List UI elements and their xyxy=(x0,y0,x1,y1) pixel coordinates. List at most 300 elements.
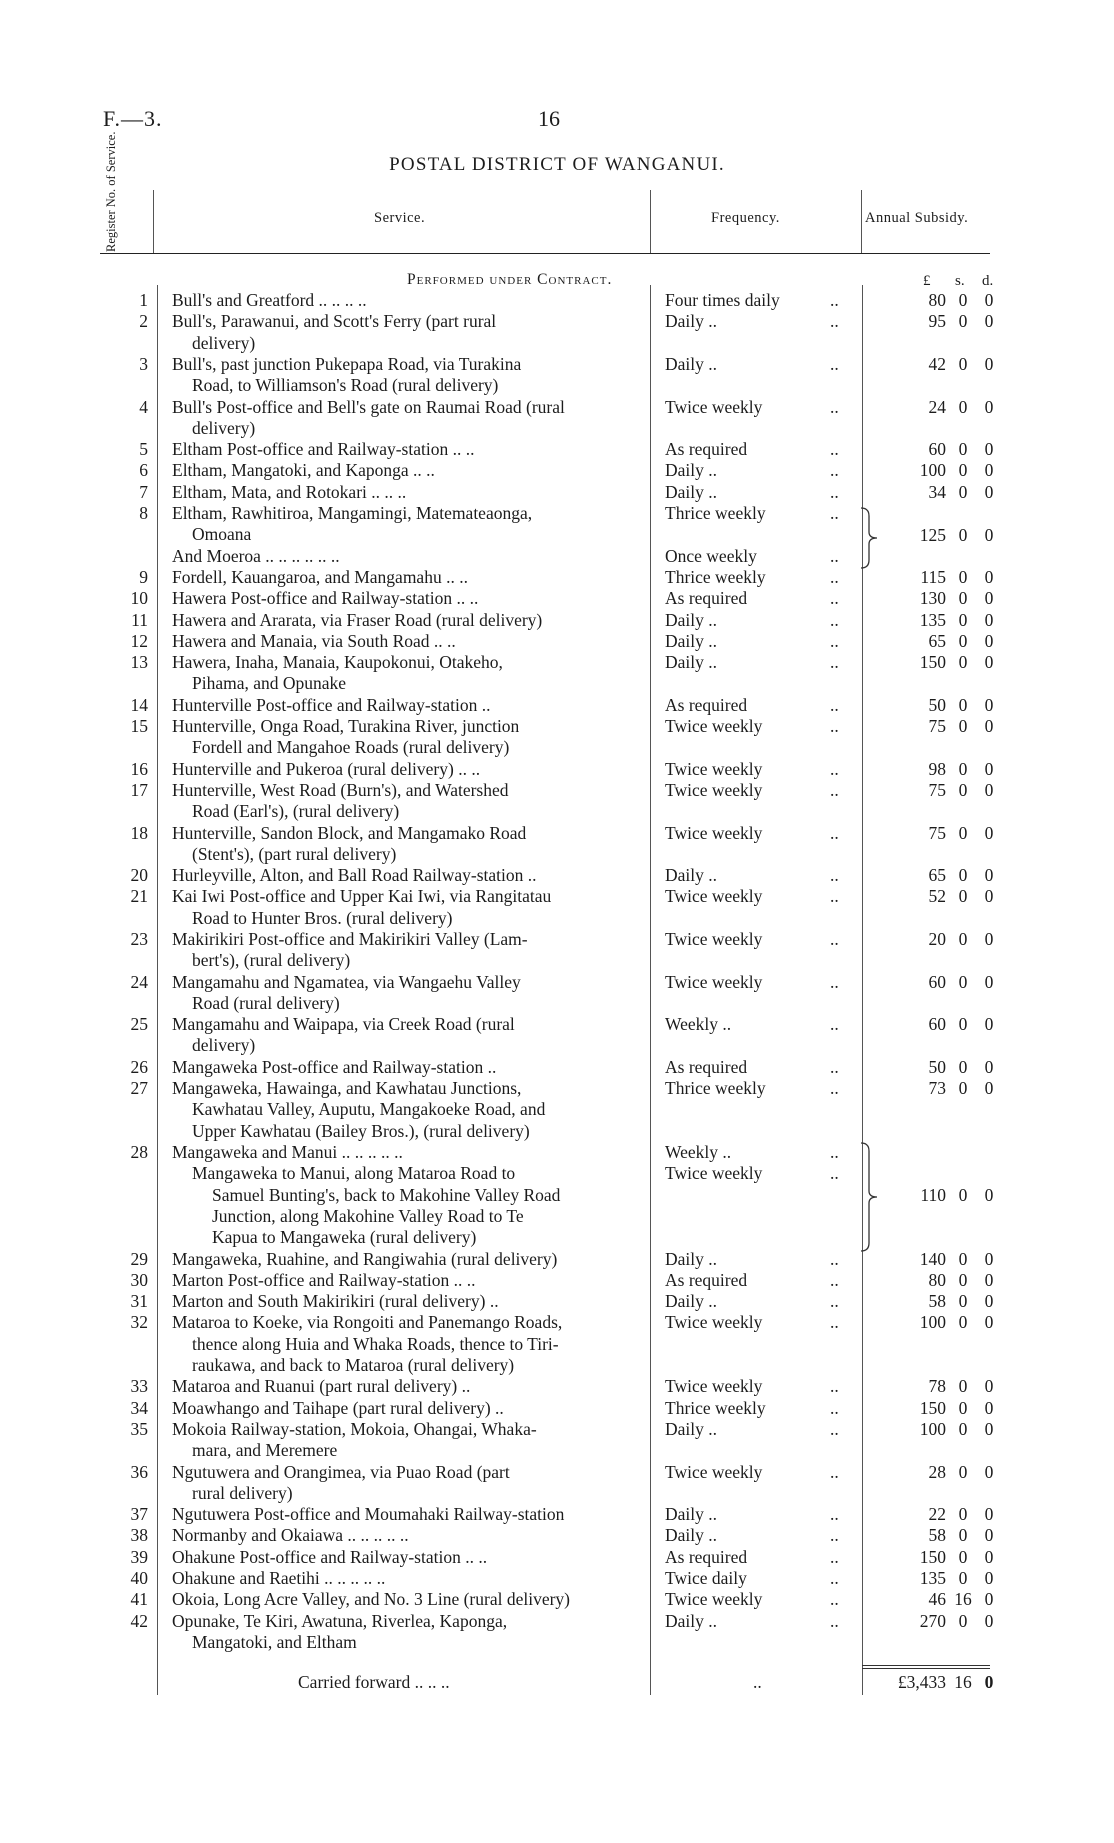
leader-dots: .. xyxy=(830,1291,839,1312)
amount-pounds: 100 xyxy=(919,1312,946,1333)
section-heading: Performed under Contract. xyxy=(407,271,613,288)
leader-dots: .. xyxy=(830,1142,839,1162)
frequency: Daily .. xyxy=(665,865,718,886)
column-divider xyxy=(153,190,154,254)
service-line: Hurleyville, Alton, and Ball Road Railway-station .. xyxy=(172,865,537,886)
amount-pence: 0 xyxy=(984,1397,994,1418)
leader-dots: .. xyxy=(830,1418,839,1439)
service-line: Mangaweka, Ruahine, and Rangiwahia (rural delivery) xyxy=(172,1248,558,1269)
amount-shillings: 0 xyxy=(958,311,968,332)
leader-dots: .. xyxy=(830,1546,839,1567)
frequency: Twice weekly xyxy=(665,779,763,800)
leader-dots: .. xyxy=(830,630,839,651)
amount-pence: 0 xyxy=(984,1610,994,1631)
amount-pounds: 100 xyxy=(919,1418,946,1439)
service-description xyxy=(172,354,642,397)
frequency: Twice daily xyxy=(665,1568,747,1588)
amount-shillings: 0 xyxy=(958,460,968,481)
amount-shillings: 0 xyxy=(958,439,968,460)
amount-shillings: 0 xyxy=(958,1078,968,1099)
service-description xyxy=(172,1504,642,1525)
service-line: Bull's and Greatford .. .. .. .. xyxy=(172,290,367,310)
service-line: Bull's, past junction Pukepapa Road, via Turakina xyxy=(172,353,522,374)
amount-pounds: 130 xyxy=(919,588,946,609)
amount-pounds: 75 xyxy=(928,716,946,736)
leader-dots: .. xyxy=(830,1525,839,1546)
service-line: Hunterville and Pukeroa (rural delivery) .. .. xyxy=(172,758,481,779)
service-line: Fordell, Kauangaroa, and Mangamahu .. .. xyxy=(172,566,468,587)
service-line: Mangamahu and Waipapa, via Creek Road (rural xyxy=(172,1014,515,1035)
service-description xyxy=(172,1078,642,1142)
amount-pence: 0 xyxy=(984,460,994,481)
service-description xyxy=(172,1547,642,1568)
register-number: 9 xyxy=(139,566,148,587)
service-description xyxy=(172,460,642,481)
amount-pounds: 60 xyxy=(928,971,946,992)
bracket-8 xyxy=(859,506,879,575)
frequency: Daily .. xyxy=(665,652,718,673)
amount-pounds: 135 xyxy=(919,1568,946,1588)
frequency: Twice weekly xyxy=(665,1589,763,1610)
amount-pounds: 60 xyxy=(928,1014,946,1035)
amount-pence: 0 xyxy=(984,439,994,460)
leader-dots: .. xyxy=(830,971,839,992)
service-description xyxy=(172,631,642,652)
amount-pence: 0 xyxy=(984,481,994,502)
service-line: Hunterville, West Road (Burn's), and Watershed xyxy=(172,779,509,800)
register-number: 17 xyxy=(130,779,148,800)
leader-dots: .. xyxy=(830,1610,839,1631)
service-line-continued: Junction, along Makohine Valley Road to Te xyxy=(212,1205,524,1226)
frequency: Twice weekly xyxy=(665,716,763,736)
amount-pounds: 95 xyxy=(928,311,946,332)
register-number: 35 xyxy=(130,1418,148,1439)
amount-pounds: 58 xyxy=(928,1291,946,1312)
amount-pence: 0 xyxy=(984,1014,994,1035)
amount-pounds: 34 xyxy=(928,481,946,502)
leader-dots: .. xyxy=(830,1589,839,1610)
amount-pence: 0 xyxy=(984,1312,994,1333)
service-line-continued: Fordell and Mangahoe Roads (rural delivery) xyxy=(192,737,510,758)
amount-shillings: 0 xyxy=(958,1546,968,1567)
frequency: As required xyxy=(665,439,748,460)
amount-pence: 0 xyxy=(984,822,994,843)
service-description xyxy=(172,865,642,886)
amount-shillings: 0 xyxy=(958,353,968,374)
register-number: 3 xyxy=(139,353,148,374)
frequency: As required xyxy=(665,1546,748,1567)
register-number: 39 xyxy=(130,1546,148,1567)
frequency: Weekly .. xyxy=(665,1142,732,1162)
service-description xyxy=(172,929,642,972)
amount-shillings: 0 xyxy=(958,525,968,545)
amount-pence: 0 xyxy=(984,588,994,609)
leader-dots: .. xyxy=(830,1504,839,1525)
frequency: Daily .. xyxy=(665,1418,718,1439)
frequency: Daily .. xyxy=(665,481,718,502)
leader-dots: .. xyxy=(830,1163,839,1184)
service-description xyxy=(172,1398,642,1419)
frequency: Daily .. xyxy=(665,1525,718,1546)
leader-dots: .. xyxy=(830,503,839,523)
frequency: Twice weekly xyxy=(665,971,763,992)
frequency: As required xyxy=(665,588,748,609)
amount-shillings: 0 xyxy=(958,1376,968,1397)
service-line-continued: Road, to Williamson's Road (rural delivery) xyxy=(192,375,499,396)
frequency: Daily .. xyxy=(665,630,718,651)
service-line: Moawhango and Taihape (part rural delivery) .. xyxy=(172,1397,504,1418)
leader-dots: .. xyxy=(830,396,839,417)
leader-dots: .. xyxy=(830,290,839,310)
amount-shillings: 0 xyxy=(958,1461,968,1482)
leader-dots: .. xyxy=(830,779,839,800)
amount-shillings: 0 xyxy=(958,1014,968,1035)
service-line-continued: Road (rural delivery) xyxy=(192,992,340,1013)
frequency: Daily .. xyxy=(665,1291,718,1312)
document-reference: F.—3. xyxy=(103,106,163,131)
leader-dots: .. xyxy=(830,460,839,481)
amount-shillings: 0 xyxy=(958,396,968,417)
carried-forward-amount: £3,433 xyxy=(897,1672,946,1692)
frequency: Daily .. xyxy=(665,1248,718,1269)
column-divider xyxy=(861,190,862,254)
page-number: 16 xyxy=(538,106,560,131)
amount-pence: 0 xyxy=(984,779,994,800)
service-line-continued: delivery) xyxy=(192,417,256,438)
service-line: Mokoia Railway-station, Mokoia, Ohangai, Whaka- xyxy=(172,1418,537,1439)
frequency: Daily .. xyxy=(665,1504,718,1525)
amount-shillings: 0 xyxy=(958,1185,968,1205)
amount-pounds: 140 xyxy=(919,1248,946,1269)
amount-shillings: 0 xyxy=(958,652,968,673)
register-number: 6 xyxy=(139,460,148,481)
amount-pounds: 22 xyxy=(928,1504,946,1525)
amount-pence: 0 xyxy=(984,1269,994,1290)
frequency: Four times daily xyxy=(665,290,780,310)
service-line-continued: mara, and Meremere xyxy=(192,1440,338,1461)
amount-pounds: 28 xyxy=(928,1461,946,1482)
amount-pence: 0 xyxy=(984,929,994,949)
register-number: 26 xyxy=(130,1056,148,1077)
register-number: 36 xyxy=(130,1461,148,1482)
service-line: Mataroa and Ruanui (part rural delivery) .. xyxy=(172,1376,471,1397)
service-description xyxy=(172,1057,642,1078)
amount-pence: 0 xyxy=(984,652,994,673)
amount-shillings: 0 xyxy=(958,758,968,779)
service-line: Mataroa to Koeke, via Rongoiti and Panemango Roads, xyxy=(172,1312,563,1333)
amount-shillings: 0 xyxy=(958,886,968,907)
amount-pounds: 80 xyxy=(928,290,946,310)
amount-pence: 0 xyxy=(984,716,994,736)
column-divider xyxy=(862,285,863,1695)
total-rule xyxy=(862,1668,990,1669)
service-line-continued: Mangatoki, and Eltham xyxy=(192,1631,357,1652)
amount-shillings: 0 xyxy=(958,566,968,587)
service-line: Ohakune Post-office and Railway-station .. .. xyxy=(172,1546,488,1567)
subsidy-column-header: Annual Subsidy. xyxy=(865,210,969,226)
register-number: 34 xyxy=(130,1397,148,1418)
service-line: Mangaweka to Manui, along Mataroa Road to xyxy=(192,1163,516,1184)
service-line: Mangaweka Post-office and Railway-station .. xyxy=(172,1056,497,1077)
service-description xyxy=(172,1291,642,1312)
amount-shillings: 0 xyxy=(958,588,968,609)
frequency: Thrice weekly xyxy=(665,1078,766,1099)
carried-forward-label: Carried forward .. .. .. xyxy=(298,1672,450,1692)
amount-pounds: 125 xyxy=(919,525,946,545)
amount-shillings: 0 xyxy=(958,822,968,843)
service-description xyxy=(172,1312,642,1376)
amount-pounds: 73 xyxy=(928,1078,946,1099)
service-line-continued: Road to Hunter Bros. (rural delivery) xyxy=(192,907,453,928)
amount-pounds: 46 xyxy=(928,1589,946,1610)
amount-pounds: 50 xyxy=(928,694,946,715)
service-column-header: Service. xyxy=(374,210,426,226)
amount-pounds: 100 xyxy=(919,460,946,481)
register-number: 5 xyxy=(139,439,148,460)
leader-dots: .. xyxy=(830,545,839,566)
register-number: 24 xyxy=(130,971,148,992)
service-line: Ngutuwera Post-office and Moumahaki Railway-station xyxy=(172,1504,565,1525)
frequency: Twice weekly xyxy=(665,758,763,779)
leader-dots: .. xyxy=(830,1014,839,1035)
leader-dots: .. xyxy=(830,652,839,673)
frequency: Twice weekly xyxy=(665,1163,763,1184)
amount-shillings: 0 xyxy=(958,929,968,949)
service-line: Hunterville, Sandon Block, and Mangamako Road xyxy=(172,822,527,843)
service-line: Hawera, Inaha, Manaia, Kaupokonui, Otakeho, xyxy=(172,652,503,673)
service-description xyxy=(172,1163,642,1248)
frequency: Twice weekly xyxy=(665,929,763,949)
leader-dots: .. xyxy=(830,1269,839,1290)
service-description xyxy=(172,759,642,780)
service-line-continued: delivery) xyxy=(192,1035,256,1056)
service-line-continued: Omoana xyxy=(192,524,252,545)
amount-pence: 0 xyxy=(984,758,994,779)
service-description xyxy=(172,546,642,567)
amount-pence: 0 xyxy=(984,566,994,587)
amount-pence: 0 xyxy=(984,1056,994,1077)
service-description xyxy=(172,1419,642,1462)
service-line-continued: Kawhatau Valley, Auputu, Mangakoeke Road, and xyxy=(192,1099,546,1120)
service-line-continued: bert's), (rural delivery) xyxy=(192,950,351,971)
frequency: Twice weekly xyxy=(665,1312,763,1333)
amount-shillings: 0 xyxy=(958,1418,968,1439)
page-title: POSTAL DISTRICT OF WANGANUI. xyxy=(389,154,725,175)
amount-shillings: 0 xyxy=(958,971,968,992)
leader-dots: .. xyxy=(830,609,839,630)
amount-shillings: 0 xyxy=(958,865,968,886)
carried-forward-dots: .. xyxy=(753,1672,762,1692)
amount-pence: 0 xyxy=(984,1546,994,1567)
service-line-continued: delivery) xyxy=(192,332,256,353)
pence-unit: d. xyxy=(982,273,994,289)
service-line: Ohakune and Raetihi .. .. .. .. .. xyxy=(172,1568,386,1588)
service-line-continued: Samuel Bunting's, back to Makohine Valley Road xyxy=(212,1184,561,1205)
register-number: 20 xyxy=(130,865,148,886)
amount-pounds: 50 xyxy=(928,1056,946,1077)
amount-shillings: 0 xyxy=(958,1568,968,1588)
register-number: 29 xyxy=(130,1248,148,1269)
register-number: 21 xyxy=(130,886,148,907)
service-description xyxy=(172,588,642,609)
register-number: 27 xyxy=(130,1078,148,1099)
service-line: Mangaweka, Hawainga, and Kawhatau Junctions, xyxy=(172,1078,522,1099)
amount-pence: 0 xyxy=(984,630,994,651)
amount-pence: 0 xyxy=(984,311,994,332)
service-line-continued: thence along Huia and Whaka Roads, thence to Tiri- xyxy=(192,1333,559,1354)
leader-dots: .. xyxy=(830,1568,839,1588)
service-description xyxy=(172,972,642,1015)
service-description xyxy=(172,1249,642,1270)
amount-pence: 0 xyxy=(984,525,994,545)
service-line-continued: rural delivery) xyxy=(192,1482,293,1503)
register-number: 16 xyxy=(130,758,148,779)
amount-pence: 0 xyxy=(984,1185,994,1205)
carried-forward-shillings: 16 xyxy=(954,1672,972,1692)
leader-dots: .. xyxy=(830,865,839,886)
amount-pounds: 20 xyxy=(928,929,946,949)
service-description xyxy=(172,1376,642,1397)
service-line: Eltham, Mata, and Rotokari .. .. .. xyxy=(172,481,407,502)
amount-shillings: 0 xyxy=(958,1291,968,1312)
service-line: Hawera and Manaia, via South Road .. .. xyxy=(172,630,456,651)
leader-dots: .. xyxy=(830,758,839,779)
service-line: And Moeroa .. .. .. .. .. .. xyxy=(172,545,340,566)
amount-shillings: 0 xyxy=(958,1504,968,1525)
column-divider xyxy=(650,285,651,1695)
amount-pence: 0 xyxy=(984,290,994,310)
frequency: Thrice weekly xyxy=(665,503,766,523)
amount-pounds: 150 xyxy=(919,652,946,673)
amount-pounds: 42 xyxy=(928,353,946,374)
service-line: Normanby and Okaiawa .. .. .. .. .. xyxy=(172,1525,409,1546)
leader-dots: .. xyxy=(830,929,839,949)
register-number: 10 xyxy=(130,588,148,609)
amount-shillings: 0 xyxy=(958,1610,968,1631)
amount-pounds: 65 xyxy=(928,630,946,651)
frequency: Twice weekly xyxy=(665,1376,763,1397)
amount-pence: 0 xyxy=(984,1504,994,1525)
leader-dots: .. xyxy=(830,694,839,715)
frequency: Twice weekly xyxy=(665,396,763,417)
leader-dots: .. xyxy=(830,311,839,332)
amount-pounds: 65 xyxy=(928,865,946,886)
register-number: 42 xyxy=(130,1610,148,1631)
pounds-unit: £ xyxy=(923,273,931,289)
service-line: Mangaweka and Manui .. .. .. .. .. xyxy=(172,1142,403,1162)
service-line: Bull's, Parawanui, and Scott's Ferry (part rural xyxy=(172,311,497,332)
service-description xyxy=(172,823,642,866)
leader-dots: .. xyxy=(830,1312,839,1333)
brace-icon xyxy=(859,506,879,570)
service-line-continued: Upper Kawhatau (Bailey Bros.), (rural delivery) xyxy=(192,1120,530,1141)
frequency: As required xyxy=(665,1056,748,1077)
service-line-continued: Kapua to Mangaweka (rural delivery) xyxy=(212,1227,477,1248)
service-line: Eltham Post-office and Railway-station .. .. xyxy=(172,439,475,460)
amount-pence: 0 xyxy=(984,1418,994,1439)
carried-forward-pence: 0 xyxy=(984,1672,994,1692)
service-line-continued: Road (Earl's), (rural delivery) xyxy=(192,801,400,822)
register-number: 37 xyxy=(130,1504,148,1525)
register-number: 14 xyxy=(130,694,148,715)
frequency: Daily .. xyxy=(665,609,718,630)
amount-pence: 0 xyxy=(984,1376,994,1397)
register-column-header xyxy=(101,131,153,252)
service-line: Hawera and Ararata, via Fraser Road (rural delivery) xyxy=(172,609,543,630)
amount-pence: 0 xyxy=(984,886,994,907)
frequency: Daily .. xyxy=(665,1610,718,1631)
service-description xyxy=(172,1589,642,1610)
leader-dots: .. xyxy=(830,716,839,736)
register-number: 38 xyxy=(130,1525,148,1546)
amount-shillings: 0 xyxy=(958,609,968,630)
amount-pence: 0 xyxy=(984,609,994,630)
leader-dots: .. xyxy=(830,1248,839,1269)
service-description xyxy=(172,695,642,716)
frequency: Daily .. xyxy=(665,353,718,374)
service-description xyxy=(172,610,642,631)
register-number: 32 xyxy=(130,1312,148,1333)
amount-pounds: 150 xyxy=(919,1546,946,1567)
register-number: 30 xyxy=(130,1269,148,1290)
amount-pounds: 60 xyxy=(928,439,946,460)
amount-shillings: 0 xyxy=(958,694,968,715)
brace-icon xyxy=(859,1141,879,1253)
amount-pounds: 75 xyxy=(928,822,946,843)
leader-dots: .. xyxy=(830,1376,839,1397)
service-description xyxy=(172,1525,642,1546)
frequency: Twice weekly xyxy=(665,1461,763,1482)
service-description xyxy=(172,780,642,823)
amount-pence: 0 xyxy=(984,1568,994,1588)
service-line: Ngutuwera and Orangimea, via Puao Road (part xyxy=(172,1461,510,1482)
amount-shillings: 0 xyxy=(958,1397,968,1418)
column-divider xyxy=(157,285,158,1695)
service-description xyxy=(172,503,642,546)
shillings-unit: s. xyxy=(955,273,965,289)
service-description xyxy=(172,290,642,311)
service-description xyxy=(172,1462,642,1505)
amount-shillings: 0 xyxy=(958,481,968,502)
leader-dots: .. xyxy=(830,1461,839,1482)
service-description xyxy=(172,1611,642,1654)
amount-shillings: 0 xyxy=(958,716,968,736)
service-description xyxy=(172,482,642,503)
leader-dots: .. xyxy=(830,822,839,843)
amount-shillings: 0 xyxy=(958,630,968,651)
register-number: 7 xyxy=(139,481,148,502)
service-description xyxy=(172,1142,642,1163)
frequency: Thrice weekly xyxy=(665,566,766,587)
service-description xyxy=(172,716,642,759)
amount-pounds: 75 xyxy=(928,779,946,800)
bracket-28 xyxy=(859,1141,879,1258)
service-line: Eltham, Rawhitiroa, Mangamingi, Matemateaonga, xyxy=(172,503,533,523)
leader-dots: .. xyxy=(830,1078,839,1099)
service-description xyxy=(172,652,642,695)
amount-shillings: 16 xyxy=(954,1589,972,1610)
service-description xyxy=(172,567,642,588)
register-number: 4 xyxy=(139,396,148,417)
service-line: Hunterville Post-office and Railway-station .. xyxy=(172,694,491,715)
service-description xyxy=(172,1270,642,1291)
register-number: 25 xyxy=(130,1014,148,1035)
amount-shillings: 0 xyxy=(958,1312,968,1333)
service-description xyxy=(172,439,642,460)
service-line-continued: raukawa, and back to Mataroa (rural delivery) xyxy=(192,1354,515,1375)
amount-pounds: 58 xyxy=(928,1525,946,1546)
amount-shillings: 0 xyxy=(958,779,968,800)
